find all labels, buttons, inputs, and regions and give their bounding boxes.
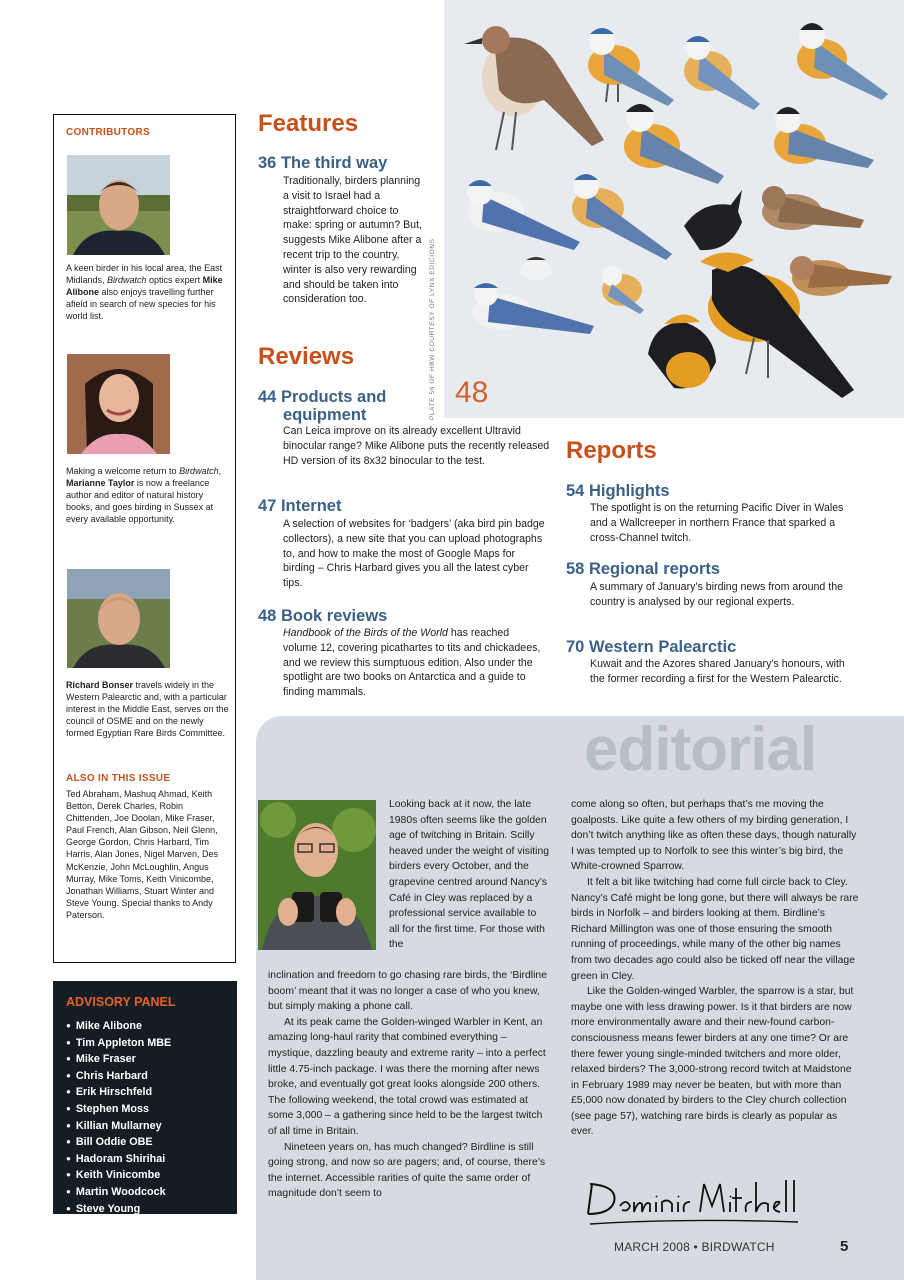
editorial-paragraph: It felt a bit like twitching had come full circle back to Cley. Nancy’s Café might be long gone, but there will always be rare birds in Norfolk – and birders looking at them. Birdline’s Richard Millington was one of those ensuring the smooth running of proceedings, while many of the other big names from two decades ago could also be ticked off near the village green in Cley. [571,876,859,982]
contributors-box [53,114,236,963]
editorial-heading: editorial [584,715,817,784]
editorial-column-2 [571,797,859,1140]
report-54-title[interactable] [566,482,670,500]
plate-page-reference[interactable]: 48 [455,376,489,409]
contributors-heading: CONTRIBUTORS [66,127,150,138]
report-58-summary: A summary of January’s birding news from around the country is analysed by our regional experts. [590,581,843,608]
mike-alibone-photo [67,155,170,255]
advisory-member: ● Hadoram Shirihai [66,1151,171,1168]
feature-36-title[interactable] [258,154,387,172]
review-48-title[interactable] [258,607,387,625]
advisory-member: ● Martin Woodcock [66,1184,171,1201]
feature-36-summary: Traditionally, birders planning a visit to Israel had a straightforward choice to make: spring or autumn? But, suggests Mike Alibone after a recent trip to the country, winter is also very rewarding and should be taken into consideration too. [283,175,422,306]
marianne-taylor-photo [67,354,170,454]
editor-photo [258,800,376,950]
plate-credit: PLATE 56 OF HBW COURTESY OF LYNX EDICIONS [429,238,436,420]
page-number: 48 [258,607,277,625]
page-number: 44 [258,388,277,406]
features-heading: Features [258,110,359,137]
bird-plate-illustration [444,0,904,418]
advisory-member: ● Killian Mullarney [66,1118,171,1135]
report-70-title[interactable] [566,638,736,656]
item-title-text: Highlights [588,482,670,500]
advisory-member: ● Erik Hirschfeld [66,1084,171,1101]
item-title-text: Internet [280,497,342,515]
brown-bird-illustrations [762,186,892,296]
bird-plate-drawing [444,0,904,418]
review-47-title[interactable] [258,497,341,515]
report-58-title[interactable] [566,560,720,578]
reports-heading: Reports [566,437,657,464]
also-in-this-issue-heading: ALSO IN THIS ISSUE [66,773,171,784]
page-number-footer: 5 [840,1238,849,1255]
advisory-member: ● Mike Alibone [66,1018,171,1035]
contributor-bio-1: A keen birder in his local area, the East Midlands, Birdwatch optics expert Mike Alibone also enjoys travelling further afield in search of new species for his world list. [66,263,223,322]
report-70-summary: Kuwait and the Azores shared January’s honours, with the former recording a first for the Western Palearctic. [590,658,845,685]
advisory-member: ● Chris Harbard [66,1068,171,1085]
advisory-member: ● Stephen Moss [66,1101,171,1118]
page-number: 36 [258,154,277,172]
advisory-panel-list [66,1018,171,1217]
editorial-paragraph: At its peak came the Golden-winged Warbler in Kent, an amazing long-haul rarity that combined everything – mystique, dazzling beauty and extreme rarity – into a perfect little 4.75-inch package. I was there the morning after news broke, and eventually got great looks alongside 200 others. The following weekend, the total crowd was estimated at some 3,000 – a gathering since held to be the largest twitch of all time in Britain. [268,1016,546,1137]
review-44-summary: Can Leica improve on its already excellent Ultravid binocular range? Mike Alibone puts the recently released HD version of its 8x32 binocular to the test. [283,425,550,467]
advisory-panel-heading: ADVISORY PANEL [66,995,176,1009]
advisory-member: ● Keith Vinicombe [66,1167,171,1184]
reviews-heading: Reviews [258,343,355,370]
also-in-this-issue-list: Ted Abraham, Mashuq Ahmad, Keith Betton, Derek Charles, Robin Chittenden, Joe Doolan, Mike Fraser, Paul French, Alan Gibson, Neil Glenn, George Gordon, Chris Harbard, Tim Harris, Alan Jones, Nigel Marven, Des McKenzie, John McLoughlin, Angus Murray, Mike Toms, Keith Vinicombe, Jonathan Williams, Stuart Winter and Steve Young. Special thanks to Andy Paterson. [66,789,219,920]
advisory-member: ● Tim Appleton MBE [66,1035,171,1052]
advisory-member: ● Steve Young [66,1201,171,1218]
advisory-panel [53,981,237,1214]
review-44-title[interactable] [258,388,386,424]
portrait-with-binoculars-icon [258,800,376,950]
advisory-member: ● Mike Fraser [66,1051,171,1068]
contributor-bio-3: Richard Bonser travels widely in the Western Palearctic and, with a particular interest in the Middle East, serves on the council of OSME and on the newly formed Egyptian Rare Birds Committee. [66,680,229,739]
editorial-paragraph: Like the Golden-winged Warbler, the sparrow is a star, but maybe one with less drawing power. Is it that birders are now more environmentally aware and their new-found carbon-consciousness means fewer birders at any one time? Or are there fewer young single-minded twitchers and more older, relaxed birders? The 3,000-strong record twitch at Maidstone in February 1989 may never be beaten, but with more than £5,000 now donated by birders to the Cley church collection (see page 57), watching rare birds is clearly as popular as ever. [571,986,854,1138]
editorial-column-1 [268,968,550,1202]
editorial-column-1-wrap: Looking back at it now, the late 1980s often seems like the golden age of twitching in Britain. Scilly heaved under the weight of visiting birders every October, and the grapevine centred around Nancy’s Café in Cley was replaced by a professional service available to all for the first time. For those with the [389,799,550,951]
review-47-summary: A selection of websites for ‘badgers’ (aka bird pin badge collectors), a new site that you can upload photographs to, and how to make the most of Google Maps for birding – Chris Harbard gives you all the latest cyber tips. [283,518,545,590]
portrait-icon [67,354,170,454]
advisory-member: ● Bill Oddie OBE [66,1134,171,1151]
signature-drawing [584,1172,804,1230]
report-54-summary: The spotlight is on the returning Pacific Diver in Wales and a Wallcreeper in northern France that sparked a cross-Channel twitch. [590,502,844,544]
contributor-bio-2: Making a welcome return to Birdwatch, Marianne Taylor is now a freelance author and editor of natural history books, and goes birding in Sussex at every available opportunity. [66,466,222,525]
item-title-text: equipment [283,406,367,424]
editorial-paragraph: come along so often, but perhaps that’s me moving the goalposts. Like quite a few others of my birding generation, I don’t twitch anything like as often these days, though naturally I was tempted up to Norfolk to see this winter’s big bird, the White-crowned Sparrow. [571,799,857,873]
portrait-icon [67,569,170,668]
item-title-text: Regional reports [588,560,721,578]
editorial-paragraph: inclination and freedom to go chasing rare birds, the ‘Birdline boom’ meant that it was no longer a case of who you knew, but simply making a phone call. [268,970,547,1013]
editor-signature [584,1172,804,1230]
item-title-text: Products and [280,388,387,406]
page-number: 47 [258,497,277,515]
portrait-icon [67,155,170,255]
page-number: 70 [566,638,585,656]
page-number: 54 [566,482,585,500]
issue-footer: MARCH 2008 • BIRDWATCH [614,1240,775,1254]
item-title-text: Book reviews [280,607,388,625]
page-number: 58 [566,560,585,578]
item-title-text: The third way [280,154,388,172]
editorial-paragraph: Nineteen years on, has much changed? Birdline is still going strong, and now so are pagers; and, of course, there’s the internet. Accessible rarities of quite the same order of magnitude don’t seem to [268,1141,546,1200]
review-48-summary: Handbook of the Birds of the World has reached volume 12, covering picathartes to tits and chickadees, and we review this sumptuous edition. Also under the spotlight are two books on Antarctica and a guide to finding mammals. [283,627,541,699]
shrike-illustration [464,26,604,150]
richard-bonser-photo [67,569,170,668]
item-title-text: Western Palearctic [588,638,737,656]
